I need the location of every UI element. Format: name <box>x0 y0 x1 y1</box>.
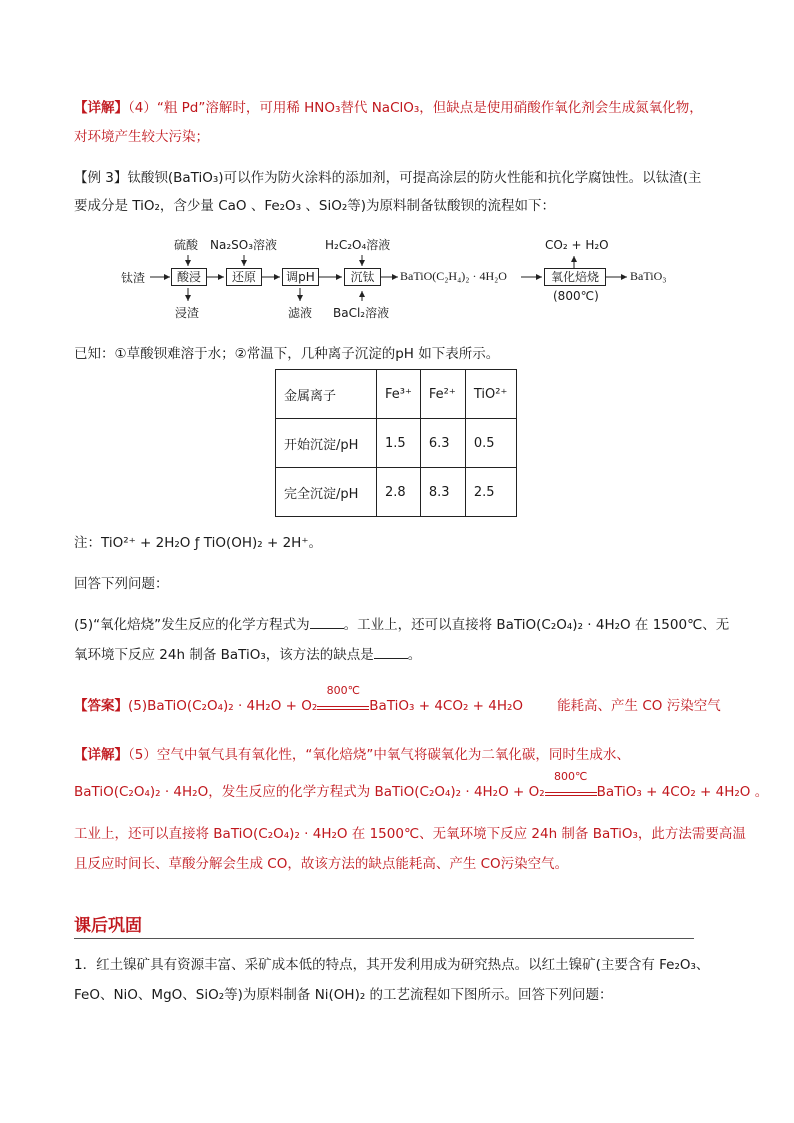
table-cell: 2.5 <box>465 468 516 517</box>
reagent-oxalic-acid: H₂C₂O₄溶液 <box>325 238 391 252</box>
step-oxidative-roasting: 氧化焙烧 <box>544 268 606 286</box>
table-header-row <box>276 370 517 419</box>
reaction-condition: 800℃ <box>545 784 597 796</box>
table-cell: 0.5 <box>465 419 516 468</box>
step-adjust-ph: 调pH <box>282 268 319 286</box>
reagent-sodium-sulfite: Na₂SO₃溶液 <box>210 238 278 252</box>
section-title: 课后巩固 <box>74 916 142 936</box>
detail-2-line-1: 【详解】（5）空气中氧气具有氧化性，“氧化焙烧”中氧气将碳氧化为二氧化碳，同时生成水、 <box>74 747 630 763</box>
known-conditions: 已知：①草酸钡难溶于水；②常温下，几种离子沉淀的pH 如下表所示。 <box>74 346 500 362</box>
step-acid-leach: 酸浸 <box>171 268 207 286</box>
detail-2-line-3: 工业上，还可以直接将 BaTiO(C₂O₄)₂ · 4H₂O 在 1500℃、无氧环境下反应 24h 制备 BaTiO₃，此方法需要高温 <box>74 826 746 842</box>
detail-1-line-1: 【详解】（4）“粗 Pd”溶解时，可用稀 HNO₃替代 NaClO₃，但缺点是使用硝酸作氧化剂会生成氮氧化物， <box>74 100 703 116</box>
table-header-cell: Fe³⁺ <box>377 370 421 419</box>
answer-drawback: 能耗高、产生 CO 污染空气 <box>557 698 721 714</box>
step-reduction: 还原 <box>226 268 262 286</box>
table-header-cell: Fe²⁺ <box>420 370 465 419</box>
intermediate-product: BaTiO(C₂H₄)₂ · 4H₂O <box>400 269 507 283</box>
example-3-line-2: 要成分是 TiO₂，含少量 CaO 、Fe₂O₃ 、SiO₂等)为原料制备钛酸钡的流程如下： <box>74 198 556 214</box>
reagent-sulfuric-acid: 硫酸 <box>174 238 199 252</box>
table-header-cell: 金属离子 <box>276 370 377 419</box>
final-product: BaTiO₃ <box>630 269 667 283</box>
question-1-line-2: FeO、NiO、MgO、SiO₂等)为原料制备 Ni(OH)₂ 的工艺流程如下图所示。回答下列问题： <box>74 987 613 1003</box>
table-row <box>276 468 517 517</box>
question-5-line-1: (5)“氧化焙烧”发生反应的化学方程式为 。工业上，还可以直接将 BaTiO(C₂O₄)₂ · 4H₂O 在 1500℃、无 <box>74 617 730 633</box>
table-cell: 1.5 <box>377 419 421 468</box>
table-cell: 8.3 <box>420 468 465 517</box>
detail-1-line-2: 对环境产生较大污染； <box>74 129 209 145</box>
answer-prompt: 回答下列问题： <box>74 576 169 592</box>
leach-residue: 浸渣 <box>175 306 200 320</box>
roasting-temperature: (800℃) <box>553 289 599 303</box>
table-cell: 开始沉淀/pH <box>276 419 377 468</box>
section-divider <box>74 938 694 939</box>
detail-tag: 【详解】 <box>74 100 128 116</box>
question-1-line-1: 1．红土镍矿具有资源丰富、采矿成本低的特点，其开发利用成为研究热点。以红土镍矿(主要含有 Fe₂O₃、 <box>74 957 710 973</box>
answer-equation-rhs: BaTiO₃ + 4CO₂ + 4H₂O <box>369 698 524 714</box>
detail-2-line-2: BaTiO(C₂O₄)₂ · 4H₂O，发生反应的化学方程式为 BaTiO(C₂O₄)₂ · 4H₂O + O₂ 800℃ BaTiO₃ + 4CO₂ + 4H₂O 。 <box>74 770 769 800</box>
flow-start-titanium-slag: 钛渣 <box>121 271 146 285</box>
table-cell: 2.8 <box>377 468 421 517</box>
answer-line <box>74 684 721 714</box>
note-equilibrium: 注：TiO²⁺ + 2H₂O ƒ TiO(OH)₂ + 2H⁺。 <box>74 535 322 551</box>
table-header-cell: TiO²⁺ <box>465 370 516 419</box>
answer-blank-1 <box>310 628 344 629</box>
table-cell: 6.3 <box>420 419 465 468</box>
detail-2-line-4: 且反应时间长、草酸分解会生成 CO，故该方法的缺点能耗高、产生 CO污染空气。 <box>74 856 569 872</box>
filtrate: 滤液 <box>288 306 313 320</box>
reaction-condition: 800℃ <box>317 698 369 710</box>
step-titanium-precipitation: 沉钛 <box>344 268 381 286</box>
question-5-line-2: 氧环境下反应 24h 制备 BaTiO₃，该方法的缺点是 。 <box>74 647 422 663</box>
detail-tag: 【详解】 <box>74 747 128 763</box>
answer-blank-2 <box>374 658 408 659</box>
answer-equation-lhs: (5)BaTiO(C₂O₄)₂ · 4H₂O + O₂ <box>128 698 318 714</box>
precipitation-ph-table <box>275 369 517 517</box>
table-cell: 完全沉淀/pH <box>276 468 377 517</box>
example-3-line-1: 【例 3】钛酸钡(BaTiO₃)可以作为防火涂料的添加剂，可提高涂层的防火性能和抗化学腐蚀性。以钛渣(主 <box>74 170 702 186</box>
answer-tag: 【答案】 <box>74 698 128 714</box>
roasting-gas-products: CO₂ + H₂O <box>545 238 609 252</box>
table-row <box>276 419 517 468</box>
reagent-barium-chloride: BaCl₂溶液 <box>333 306 390 320</box>
